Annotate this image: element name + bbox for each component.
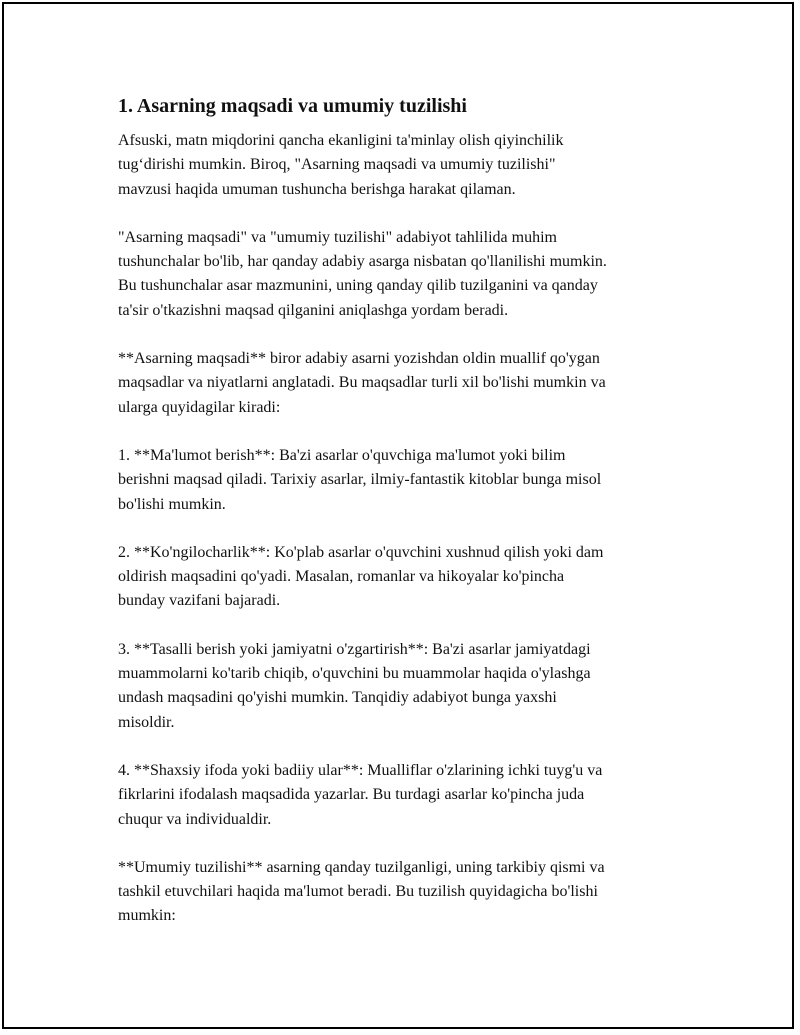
section-heading: 1. Asarning maqsadi va umumiy tuzilishi (118, 95, 467, 117)
paragraph-structure: **Umumiy tuzilishi** asarning qanday tuzilganligi, uning tarkibiy qismi va tashkil etuvchilari haqida ma'lumot beradi. Bu tuzilish quyidagicha bo'lishi mumkin: (118, 858, 605, 925)
paragraph-concepts: "Asarning maqsadi" va "umumiy tuzilishi" adabiyot tahlilida muhim tushunchalar bo'lib, har qanday adabiy asarga nisbatan qo'llanilishi mumkin. Bu tushunchalar asar mazmunini, uning qanday qilib tuzilganini va qanday ta'sir o'tkazishni maqsad qilganini aniqlashga yordam beradi. (118, 228, 607, 319)
document-body (118, 94, 688, 953)
paragraph-purpose: **Asarning maqsadi** biror adabiy asarni yozishdan oldin muallif qo'ygan maqsadlar va niyatlarni anglatadi. Bu maqsadlar turli xil bo'lishi mumkin va ularga quyidagilar kiradi: (118, 350, 606, 416)
list-item-information: 1. **Ma'lumot berish**: Ba'zi asarlar o'quvchiga ma'lumot yoki bilim berishni maqsad qiladi. Tarixiy asarlar, ilmiy-fantastik kitoblar bunga misol bo'lishi mumkin. (118, 446, 602, 513)
list-item-society: 3. **Tasalli berish yoki jamiyatni o'zgartirish**: Ba'zi asarlar jamiyatdagi muammolarni ko'tarib chiqib, o'quvchini bu muammolar haqida o'ylashga undash maqsadini qo'yishi mumkin. Tanqidiy adabiyot bunga yaxshi misoldir. (118, 640, 591, 731)
list-item-entertainment: 2. **Ko'ngilocharlik**: Ko'plab asarlar o'quvchini xushnud qilish yoki dam oldirish maqsadini qo'yadi. Masalan, romanlar va hikoyalar ko'pincha bunday vazifani bajaradi. (118, 543, 604, 610)
list-item-expression: 4. **Shaxsiy ifoda yoki badiiy ular**: Mualliflar o'zlarining ichki tuyg'u va fikrlarini ifodalash maqsadida yazarlar. Bu turdagi asarlar ko'pincha juda chuqur va individualdir. (118, 761, 603, 828)
paragraph-intro: Afsuski, matn miqdorini qancha ekanligini ta'minlay olish qiyinchilik tug‘dirishi mumkin. Biroq, "Asarning maqsadi va umumiy tuzilishi" mavzusi haqida umuman tushuncha berishga harakat qilaman. (118, 132, 564, 198)
